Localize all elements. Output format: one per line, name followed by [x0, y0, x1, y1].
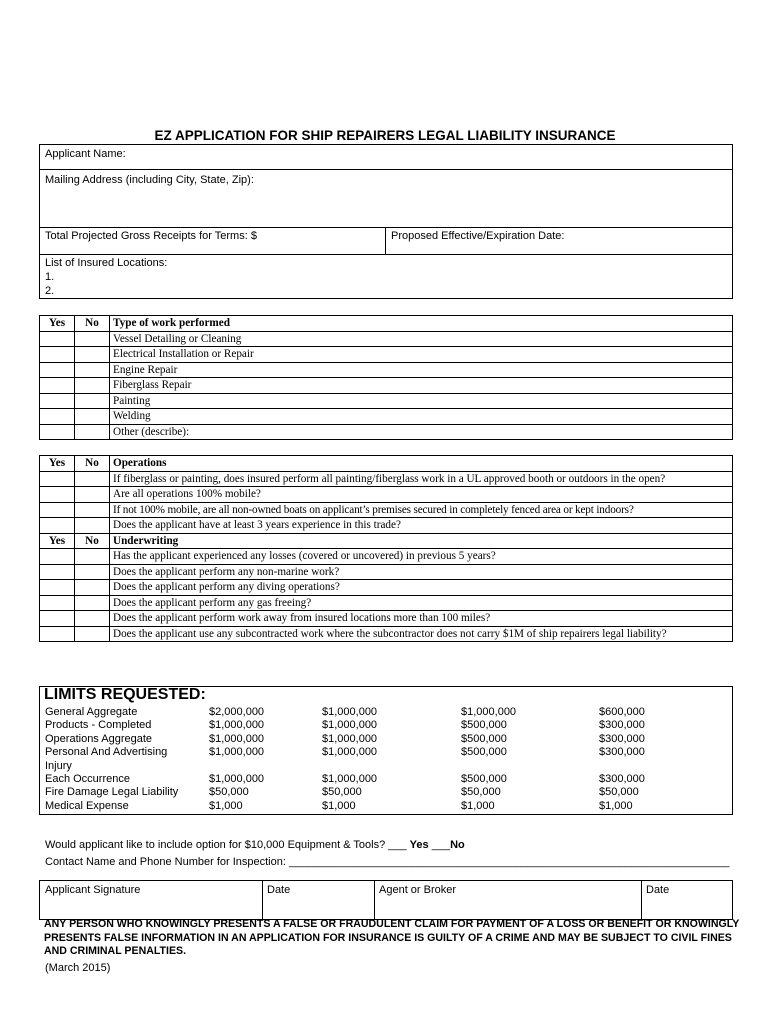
limit-value: [322, 760, 377, 773]
divider: [374, 880, 375, 920]
limit-option-4[interactable]: [599, 706, 645, 813]
question: Does the applicant perform any gas freeing?: [110, 595, 733, 611]
table-row: [40, 331, 733, 347]
limit-value: $300,000: [599, 772, 645, 785]
limit-value: $1,000: [322, 799, 356, 812]
yes-checkbox[interactable]: [40, 347, 75, 363]
limit-label: Medical Expense: [45, 799, 129, 812]
work-item: Fiberglass Repair: [110, 378, 733, 394]
limit-label: Fire Damage Legal Liability: [45, 786, 179, 799]
table-row: [40, 533, 733, 549]
limit-value: $1,000,000: [322, 719, 378, 732]
limit-value: $300,000: [599, 719, 645, 732]
limit-label: Operations Aggregate: [45, 732, 153, 745]
table-row: [40, 362, 733, 378]
table-row: [40, 409, 733, 425]
limit-value: $1,000,000: [322, 746, 378, 759]
agent-broker-field[interactable]: Agent or Broker: [379, 884, 457, 896]
date-field[interactable]: Date: [267, 884, 291, 896]
equipment-question-text: Would applicant like to include option for $10,000 Equipment & Tools? ___: [45, 839, 410, 851]
effective-date-label: Proposed Effective/Expiration Date:: [391, 230, 565, 242]
page-title: EZ APPLICATION FOR SHIP REPAIRERS LEGAL LIABILITY INSURANCE: [154, 128, 616, 143]
no-checkbox[interactable]: [75, 331, 110, 347]
limit-value: $1,000: [209, 799, 243, 812]
no-checkbox[interactable]: [75, 502, 110, 518]
limit-value: [599, 760, 645, 773]
table-row: [40, 471, 733, 487]
contact-field[interactable]: Contact Name and Phone Number for Inspection: ________________________________________________________________________: [45, 856, 730, 868]
question: Does the applicant perform any diving operations?: [110, 580, 733, 596]
applicant-signature-field[interactable]: Applicant Signature: [45, 884, 141, 896]
table-row: [40, 487, 733, 503]
yes-checkbox[interactable]: [40, 378, 75, 394]
table-row: [40, 378, 733, 394]
table-row: [40, 393, 733, 409]
limit-value: $1,000,000: [322, 706, 378, 718]
underwriting-header: Underwriting: [110, 533, 733, 549]
divider: [262, 880, 263, 920]
applicant-info-box: [39, 144, 733, 228]
limit-label: Each Occurrence: [45, 772, 130, 785]
yes-checkbox[interactable]: [40, 580, 75, 596]
limit-label: Personal And Advertising: [45, 746, 168, 759]
no-checkbox[interactable]: [75, 362, 110, 378]
work-type-header: Type of work performed: [110, 316, 733, 332]
form-date: (March 2015): [45, 962, 111, 974]
table-row: [40, 549, 733, 565]
equipment-separator: ___: [428, 839, 451, 851]
table-row: [40, 564, 733, 580]
gross-receipts-label: Total Projected Gross Receipts for Terms: $: [45, 230, 257, 242]
table-row: [40, 595, 733, 611]
limit-label: General Aggregate: [45, 706, 138, 718]
no-header: No: [75, 456, 110, 472]
locations-label: List of Insured Locations:: [45, 257, 168, 269]
no-checkbox[interactable]: [75, 549, 110, 565]
work-item: Engine Repair: [110, 362, 733, 378]
question: Are all operations 100% mobile?: [110, 487, 733, 503]
yes-checkbox[interactable]: [40, 424, 75, 440]
table-row: [40, 316, 733, 332]
work-item: Vessel Detailing or Cleaning: [110, 331, 733, 347]
limit-value: $1,000,000: [209, 732, 265, 745]
limit-value: $50,000: [322, 786, 362, 799]
yes-checkbox[interactable]: [40, 595, 75, 611]
limits-title: LIMITS REQUESTED:: [44, 686, 206, 703]
no-checkbox[interactable]: [75, 471, 110, 487]
work-item: Other (describe):: [110, 424, 733, 440]
operations-header: Operations: [110, 456, 733, 472]
limit-value: $50,000: [209, 786, 249, 799]
limit-value: $1,000,000: [322, 772, 378, 785]
yes-checkbox[interactable]: [40, 626, 75, 642]
limit-value: [461, 760, 516, 773]
no-header: No: [75, 533, 110, 549]
limit-value: [209, 760, 264, 773]
limit-value: $1,000: [461, 799, 495, 812]
limit-option-3[interactable]: [461, 706, 516, 813]
question: Has the applicant experienced any losses (covered or uncovered) in previous 5 years?: [110, 549, 733, 565]
limit-value: $1,000: [599, 799, 633, 812]
divider: [641, 880, 642, 920]
no-checkbox[interactable]: [75, 409, 110, 425]
equipment-question: [45, 839, 465, 851]
yes-checkbox[interactable]: [40, 331, 75, 347]
limit-value: $1,000,000: [209, 719, 265, 732]
table-row: [40, 456, 733, 472]
yes-checkbox[interactable]: [40, 549, 75, 565]
limit-value: $50,000: [599, 786, 639, 799]
divider: [39, 169, 733, 170]
no-checkbox[interactable]: [75, 611, 110, 627]
limit-value: $1,000,000: [209, 746, 265, 759]
yes-checkbox[interactable]: [40, 362, 75, 378]
table-row: [40, 611, 733, 627]
table-row: [40, 502, 733, 518]
limit-value: $50,000: [461, 786, 501, 799]
table-row: [40, 518, 733, 534]
fraud-warning: ANY PERSON WHO KNOWINGLY PRESENTS A FALSE OR FRAUDULENT CLAIM FOR PAYMENT OF A LOSS OR BENEFIT OR KNOWINGLY PRESENTS FALSE INFORMATION IN AN APPLICATION FOR INSURANCE IS GUILTY OF A CRIME AND MAY BE SUBJECT TO CIVIL FINES AND CRIMINAL PENALTIES.: [44, 918, 740, 957]
no-header: No: [75, 316, 110, 332]
table-row: [40, 580, 733, 596]
no-checkbox[interactable]: [75, 393, 110, 409]
yes-header: Yes: [40, 533, 75, 549]
yes-checkbox[interactable]: [40, 564, 75, 580]
operations-table: [39, 455, 733, 642]
work-type-table: [39, 315, 733, 440]
no-checkbox[interactable]: [75, 626, 110, 642]
yes-header: Yes: [40, 456, 75, 472]
question: Does the applicant have at least 3 years experience in this trade?: [110, 518, 733, 534]
table-row: [40, 626, 733, 642]
yes-checkbox[interactable]: [40, 502, 75, 518]
limits-labels: [45, 706, 178, 813]
work-item: Welding: [110, 409, 733, 425]
yes-checkbox[interactable]: [40, 409, 75, 425]
limit-label: Products - Completed: [45, 719, 152, 732]
yes-checkbox[interactable]: [40, 611, 75, 627]
question: Does the applicant perform any non-marine work?: [110, 564, 733, 580]
limit-value: $1,000,000: [322, 732, 378, 745]
no-checkbox[interactable]: [75, 487, 110, 503]
yes-checkbox[interactable]: [40, 487, 75, 503]
limit-value: $300,000: [599, 732, 645, 745]
no-checkbox[interactable]: [75, 347, 110, 363]
no-checkbox[interactable]: [75, 424, 110, 440]
table-row: [40, 424, 733, 440]
yes-checkbox[interactable]: [40, 518, 75, 534]
limit-value: $500,000: [461, 719, 507, 732]
question: Does the applicant use any subcontracted work where the subcontractor does not carry $1M of ship repairers legal liability?: [110, 626, 733, 642]
no-checkbox[interactable]: [75, 580, 110, 596]
question: If fiberglass or painting, does insured perform all painting/fiberglass work in a UL approved booth or outdoors in the open?: [110, 471, 733, 487]
mailing-address-field[interactable]: Mailing Address (including City, State, Zip):: [45, 174, 254, 186]
equipment-yes-option[interactable]: Yes: [409, 839, 429, 851]
limit-value: $600,000: [599, 706, 645, 718]
limit-value: $500,000: [461, 772, 507, 785]
no-checkbox[interactable]: [75, 518, 110, 534]
limit-value: $500,000: [461, 732, 507, 745]
no-checkbox[interactable]: [75, 564, 110, 580]
applicant-name-field[interactable]: Applicant Name:: [45, 148, 126, 160]
question: Does the applicant perform work away from insured locations more than 100 miles?: [110, 611, 733, 627]
limit-label: Injury: [45, 759, 72, 772]
limit-option-2[interactable]: [322, 706, 377, 813]
work-item: Painting: [110, 393, 733, 409]
limit-value: $1,000,000: [461, 706, 517, 718]
location-1[interactable]: 1.: [45, 271, 55, 283]
limit-value: $500,000: [461, 746, 507, 759]
work-item: Electrical Installation or Repair: [110, 347, 733, 363]
yes-header: Yes: [40, 316, 75, 332]
table-row: [40, 347, 733, 363]
limit-value: $1,000,000: [209, 772, 265, 785]
agent-date-field[interactable]: Date: [646, 884, 670, 896]
no-checkbox[interactable]: [75, 595, 110, 611]
limit-value: $2,000,000: [209, 706, 265, 718]
equipment-no-option[interactable]: No: [450, 839, 465, 851]
yes-checkbox[interactable]: [40, 393, 75, 409]
limit-option-1[interactable]: [209, 706, 264, 813]
no-checkbox[interactable]: [75, 378, 110, 394]
location-2[interactable]: 2.: [45, 285, 55, 297]
yes-checkbox[interactable]: [40, 471, 75, 487]
limit-value: $300,000: [599, 746, 645, 759]
question: If not 100% mobile, are all non-owned boats on applicant’s premises secured in completely fenced area or kept indoors?: [110, 502, 733, 518]
